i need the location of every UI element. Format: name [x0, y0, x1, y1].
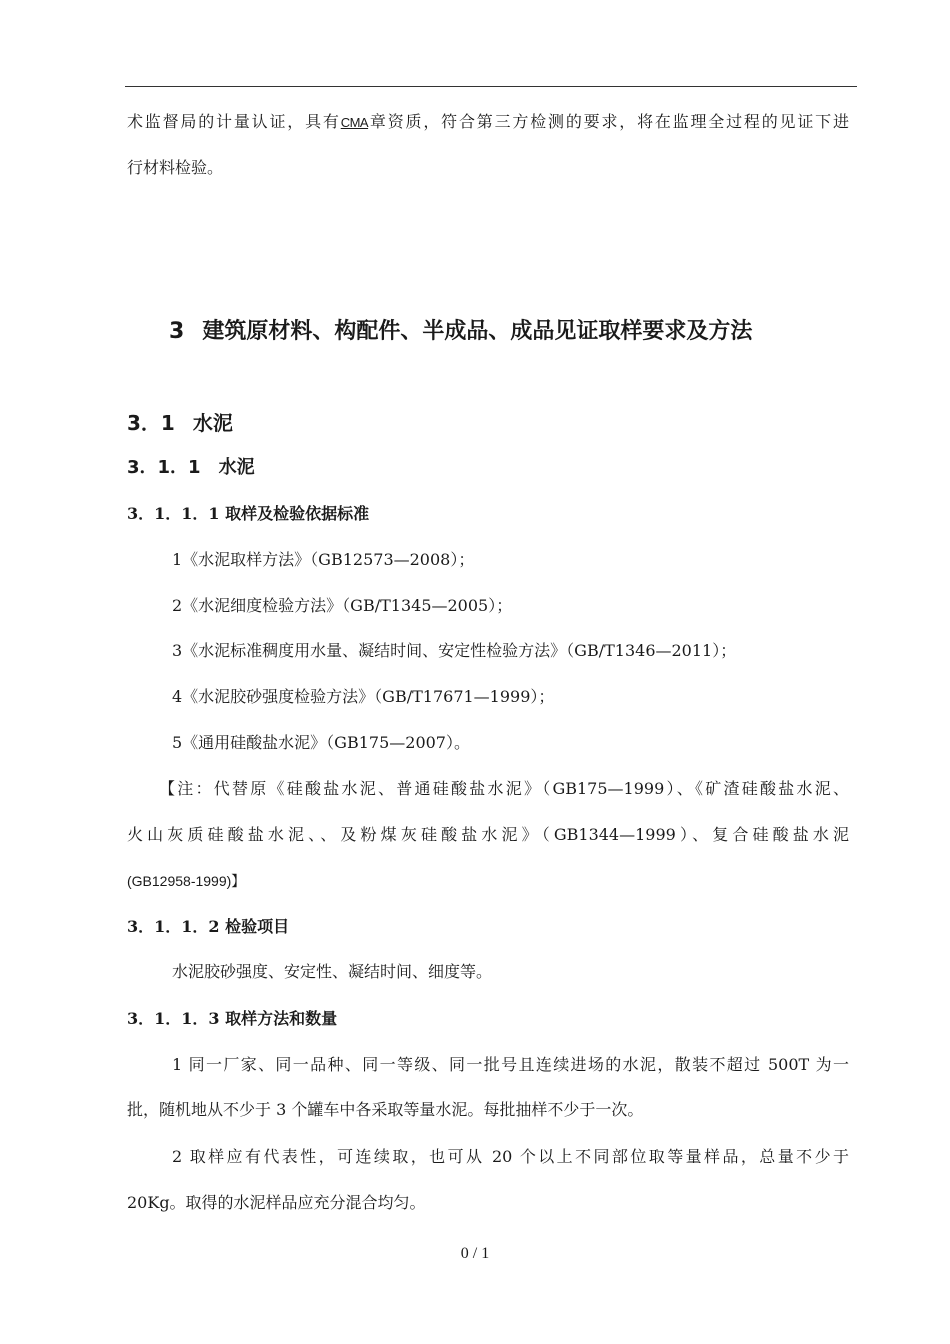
subsection-number: 3．1 [127, 411, 175, 435]
note-line-3: (GB12958-1999)】 [127, 873, 246, 889]
subsubsection-title: 水泥 [218, 457, 255, 478]
page-number: 0 / 1 [460, 1245, 490, 1262]
item-3-p2-line-2: 20Kg。取得的水泥样品应充分混合均匀。 [127, 1193, 426, 1212]
section-title: 建筑原材料、构配件、半成品、成品见证取样要求及方法 [202, 319, 753, 344]
intro-line-2: 行材料检验。 [127, 158, 224, 177]
item-3-heading: 3．1．1．3 取样方法和数量 [127, 1009, 338, 1028]
subsection-title: 水泥 [192, 411, 233, 435]
item-3-p2-line-1: 2 取样应有代表性，可连续取，也可从 20 个以上不同部位取等量样品，总量不少于 [172, 1147, 849, 1166]
cma-mark: CMA [340, 115, 369, 130]
subsubsection-number: 3．1．1 [127, 457, 201, 478]
item-2-text: 水泥胶砂强度、安定性、凝结时间、细度等。 [172, 962, 493, 981]
standard-item: 2《水泥细度检验方法》（GB/T1345—2005）； [172, 596, 513, 615]
note-line-1: 【注：代替原《硅酸盐水泥、普通硅酸盐水泥》（GB175—1999）、《矿渣硅酸盐水泥、 [159, 779, 849, 798]
note-line-2: 火山灰质硅酸盐水泥、、及粉煤灰硅酸盐水泥》（GB1344—1999）、复合硅酸盐水泥 [127, 825, 849, 844]
subsubsection-heading [127, 456, 255, 480]
subsection-heading [127, 410, 233, 436]
item-3-p1-line-1: 1 同一厂家、同一品种、同一等级、同一批号且连续进场的水泥，散装不超过 500T 为一 [172, 1055, 849, 1074]
standard-item: 4《水泥胶砂强度检验方法》（GB/T17671—1999）； [172, 687, 555, 706]
intro-line-1 [127, 112, 849, 133]
standard-item: 3《水泥标准稠度用水量、凝结时间、安定性检验方法》（GB/T1346—2011）； [172, 641, 737, 660]
item-1-heading: 3．1．1．1 取样及检验依据标准 [127, 504, 370, 523]
standard-item: 5《通用硅酸盐水泥》（GB175—2007）。 [172, 733, 470, 752]
item-3-p1-line-2: 批，随机地从不少于 3 个罐车中各采取等量水泥。每批抽样不少于一次。 [127, 1100, 644, 1119]
intro-text: 术监督局的计量认证，具有 [127, 112, 341, 131]
header-rule [125, 86, 857, 87]
standard-item: 1《水泥取样方法》（GB12573—2008）； [172, 550, 475, 569]
intro-text-cont: 章资质，符合第三方检测的要求，将在监理全过程的见证下进 [368, 112, 849, 131]
section-heading [169, 318, 752, 346]
section-number: 3 [169, 319, 185, 344]
item-2-heading: 3．1．1．2 检验项目 [127, 917, 290, 936]
